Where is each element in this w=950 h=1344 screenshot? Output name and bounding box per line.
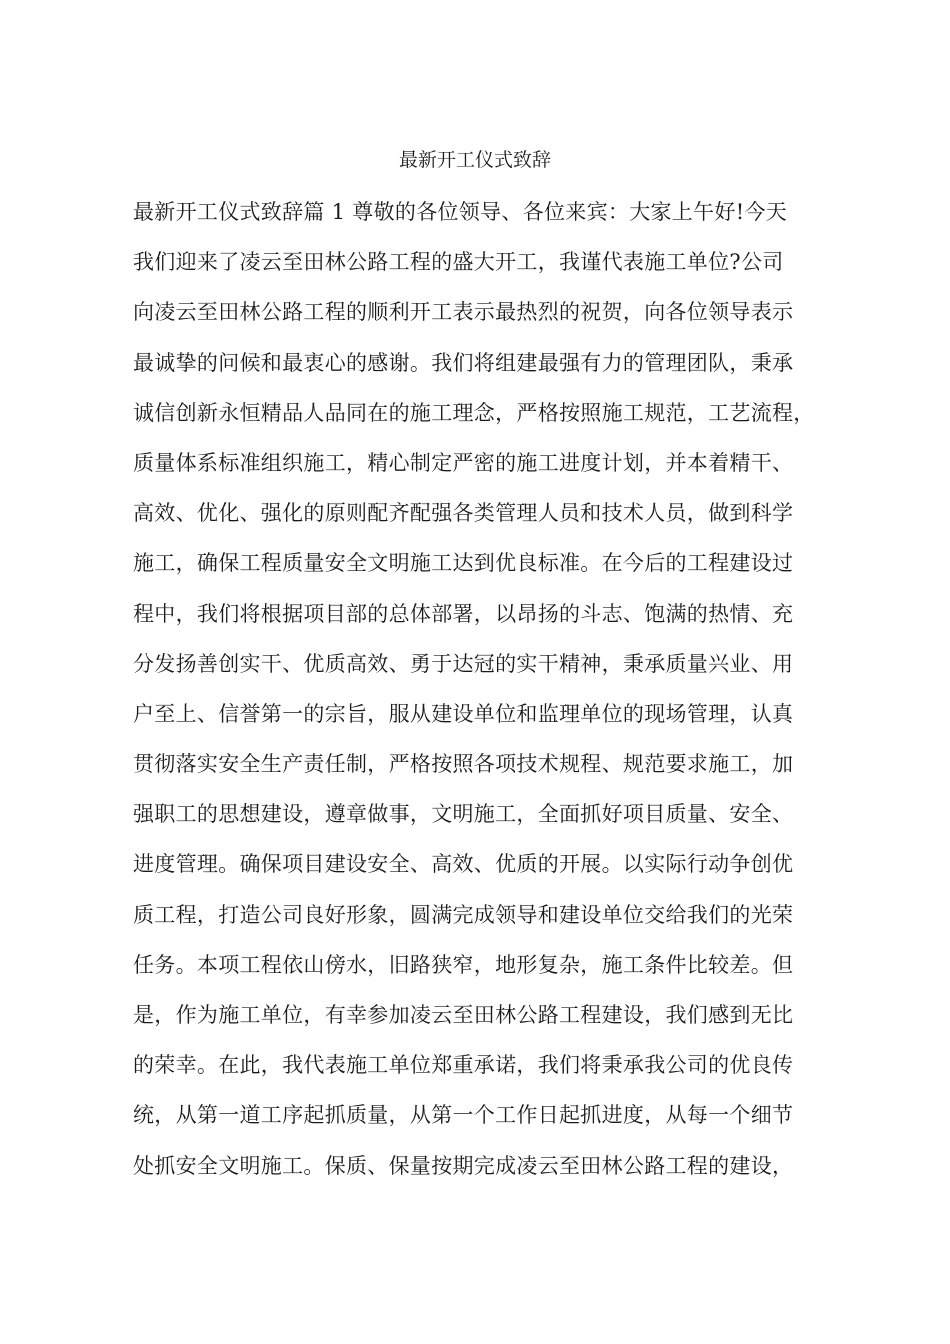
body-line: 质工程，打造公司良好形象，圆满完成领导和建设单位交给我们的光荣	[133, 902, 794, 927]
body-line: 分发扬善创实干、优质高效、勇于达冠的实干精神，秉承质量兴业、用	[133, 651, 794, 676]
body-line: 最诚挚的问候和最衷心的感谢。我们将组建最强有力的管理团队，秉承	[133, 350, 794, 375]
body-line: 处抓安全文明施工。保质、保量按期完成凌云至田林公路工程的建设，	[133, 1153, 794, 1178]
body-line: 的荣幸。在此，我代表施工单位郑重承诺，我们将秉承我公司的优良传	[133, 1053, 794, 1078]
document-title: 最新开工仪式致辞	[398, 149, 551, 171]
body-line: 高效、优化、强化的原则配齐配强各类管理人员和技术人员，做到科学	[133, 501, 794, 526]
body-line: 是，作为施工单位，有幸参加凌云至田林公路工程建设，我们感到无比	[133, 1003, 794, 1027]
body-line: 统，从第一道工序起抓质量，从第一个工作日起抓进度，从每一个细节	[133, 1103, 794, 1128]
body-line: 最新开工仪式致辞篇 1 尊敬的各位领导、各位来宾：大家上午好!今天	[133, 200, 788, 224]
body-line: 程中，我们将根据项目部的总体部署，以昂扬的斗志、饱满的热情、充	[133, 601, 794, 626]
body-line: 任务。本项工程依山傍水，旧路狭窄，地形复杂，施工条件比较差。但	[133, 952, 794, 977]
body-line: 贯彻落实安全生产责任制，严格按照各项技术规程、规范要求施工，加	[133, 752, 794, 777]
body-line: 质量体系标准组织施工，精心制定严密的施工进度计划，并本着精干、	[133, 450, 794, 475]
document-body	[133, 197, 833, 1201]
body-line: 户至上、信誉第一的宗旨，服从建设单位和监理单位的现场管理，认真	[133, 701, 794, 726]
body-line: 施工，确保工程质量安全文明施工达到优良标准。在今后的工程建设过	[133, 551, 794, 576]
body-line: 我们迎来了凌云至田林公路工程的盛大开工，我谨代表施工单位?公司	[133, 250, 784, 275]
body-line: 强职工的思想建设，遵章做事，文明施工，全面抓好项目质量、安全、	[133, 802, 794, 827]
body-line: 进度管理。确保项目建设安全、高效、优质的开展。以实际行动争创优	[133, 852, 794, 877]
body-line: 诚信创新永恒精品人品同在的施工理念，严格按照施工规范，工艺流程，	[133, 400, 815, 425]
body-line: 向凌云至田林公路工程的顺利开工表示最热烈的祝贺，向各位领导表示	[133, 300, 794, 325]
